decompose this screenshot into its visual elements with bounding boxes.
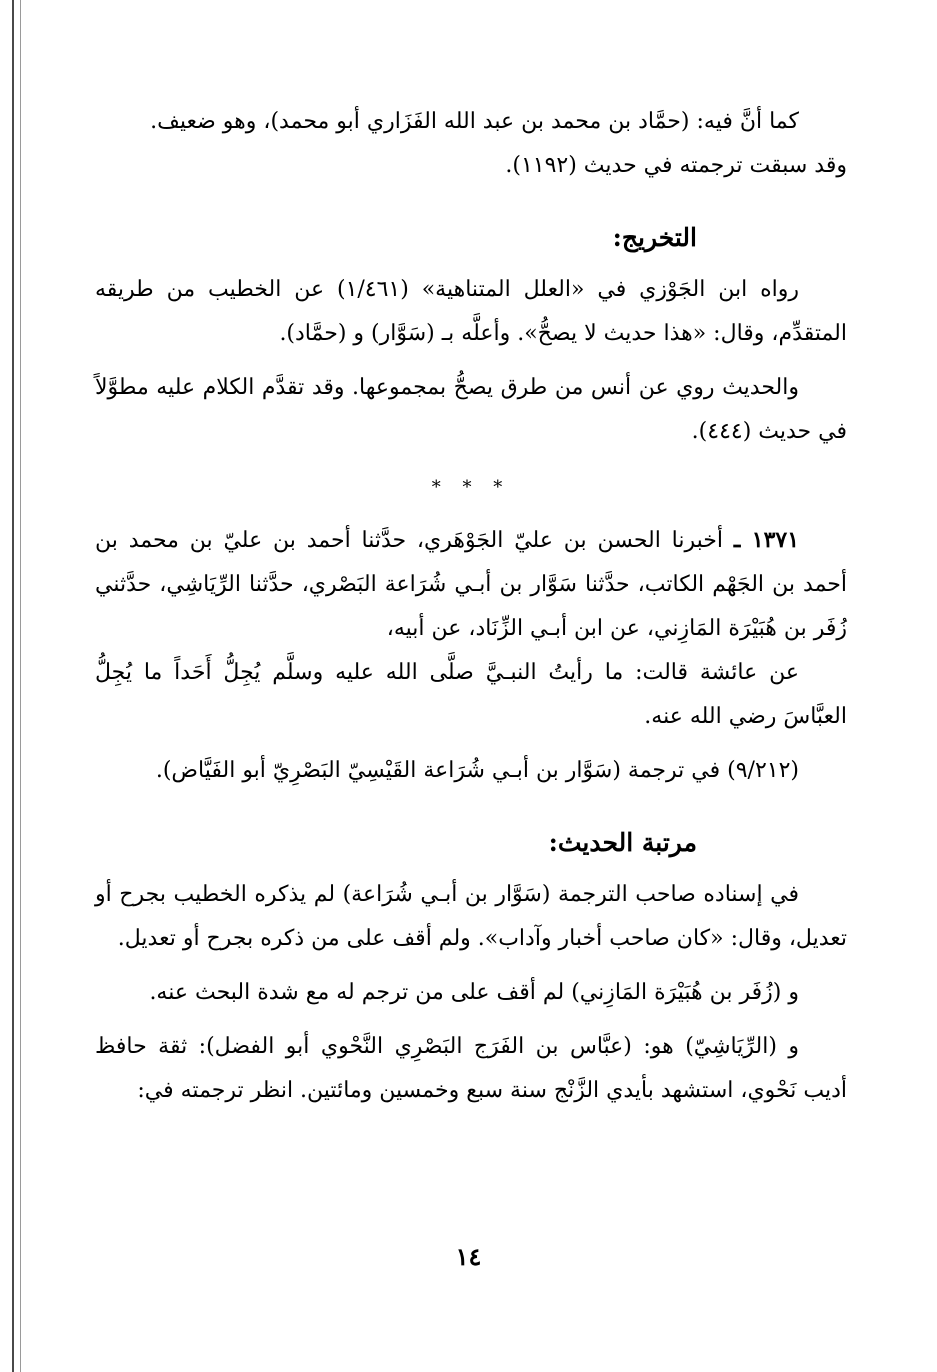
rutba-heading: مرتبة الحديث: bbox=[548, 828, 697, 857]
hadith-matn: عن عائشة قالت: ما رأيتُ النبـيَّ صلَّى الله عليه وسلَّم يُجِلُّ أَحَداً ما يُجِلُّ العبَّاسَ رضي الله عنه. bbox=[95, 660, 847, 729]
rutba-paragraph-3: و (الرِّيَاشِيّ) هو: (عبَّاس بن الفَرَج البَصْرِي النَّحْوي أبو الفضل): ثقة حافظ أديب نَحْوي، استشهد بأيدي الزَّنْج سنة سبع وخمسين ومائتين. انظر ترجمته في: bbox=[95, 1034, 847, 1103]
rutba-paragraph-1: في إسناده صاحب الترجمة (سَوَّار بن أبـي شُرَاعة) لم يذكره الخطيب بجرح أو تعديل، وقال: «كان صاحب أخبار وآداب». ولم أقف على من ذكره بجرح أو تعديل. bbox=[95, 882, 847, 951]
section-separator: * * * bbox=[431, 477, 511, 498]
rutba-paragraph-2: و (زُفَر بن هُبَيْرَة المَازِني) لم أقف على من ترجم له مع شدة البحث عنه. bbox=[149, 980, 799, 1005]
intro-line-2: وقد سبقت ترجمته في حديث (١١٩٢). bbox=[505, 153, 847, 178]
intro-line-1: كما أنَّ فيه: (حمَّاد بن محمد بن عبد الله الفَزَاري أبو محمد)، وهو ضعيف. bbox=[150, 109, 799, 134]
page-number: ١٤ bbox=[455, 1242, 482, 1271]
scan-edge-line-inner bbox=[20, 0, 21, 1372]
hadith-number: ١٣٧١ ـ bbox=[733, 527, 800, 553]
scan-edge-line bbox=[12, 0, 14, 1372]
takhrij-paragraph-1: رواه ابن الجَوْزي في «العلل المتناهية» (١/٤٦١) عن الخطيب من طريقه المتقدِّم، وقال: «هذا حديث لا يصحُّ». وأعلَّه بـ (سَوَّار) و (حمَّاد). bbox=[95, 277, 847, 346]
hadith-isnad bbox=[95, 518, 847, 651]
takhrij-paragraph-2: والحديث روي عن أنس من طرق يصحُّ بمجموعها. وقد تقدَّم الكلام عليه مطوَّلاً في حديث (٤٤٤). bbox=[95, 375, 847, 444]
hadith-isnad-text: أخبرنا الحسن بن عليّ الجَوْهَري، حدَّثنا أحمد بن عليّ بن محمد بن أحمد بن الجَهْم الكاتب، حدَّثنا سَوَّار بن أبـي شُرَاعة البَصْري، حدَّثنا الرِّيَاشِي، حدَّثني زُفَر بن هُبَيْرَة المَازِني، عن ابن أبـي الزِّنَاد، عن أبيه، bbox=[95, 528, 847, 641]
hadith-reference: (٩/٢١٢) في ترجمة (سَوَّار بن أبـي شُرَاعة القَيْسِيّ البَصْرِيّ أبو الفَيَّاض). bbox=[155, 758, 799, 783]
takhrij-heading: التخريج: bbox=[612, 223, 697, 252]
page-body bbox=[95, 100, 847, 1113]
